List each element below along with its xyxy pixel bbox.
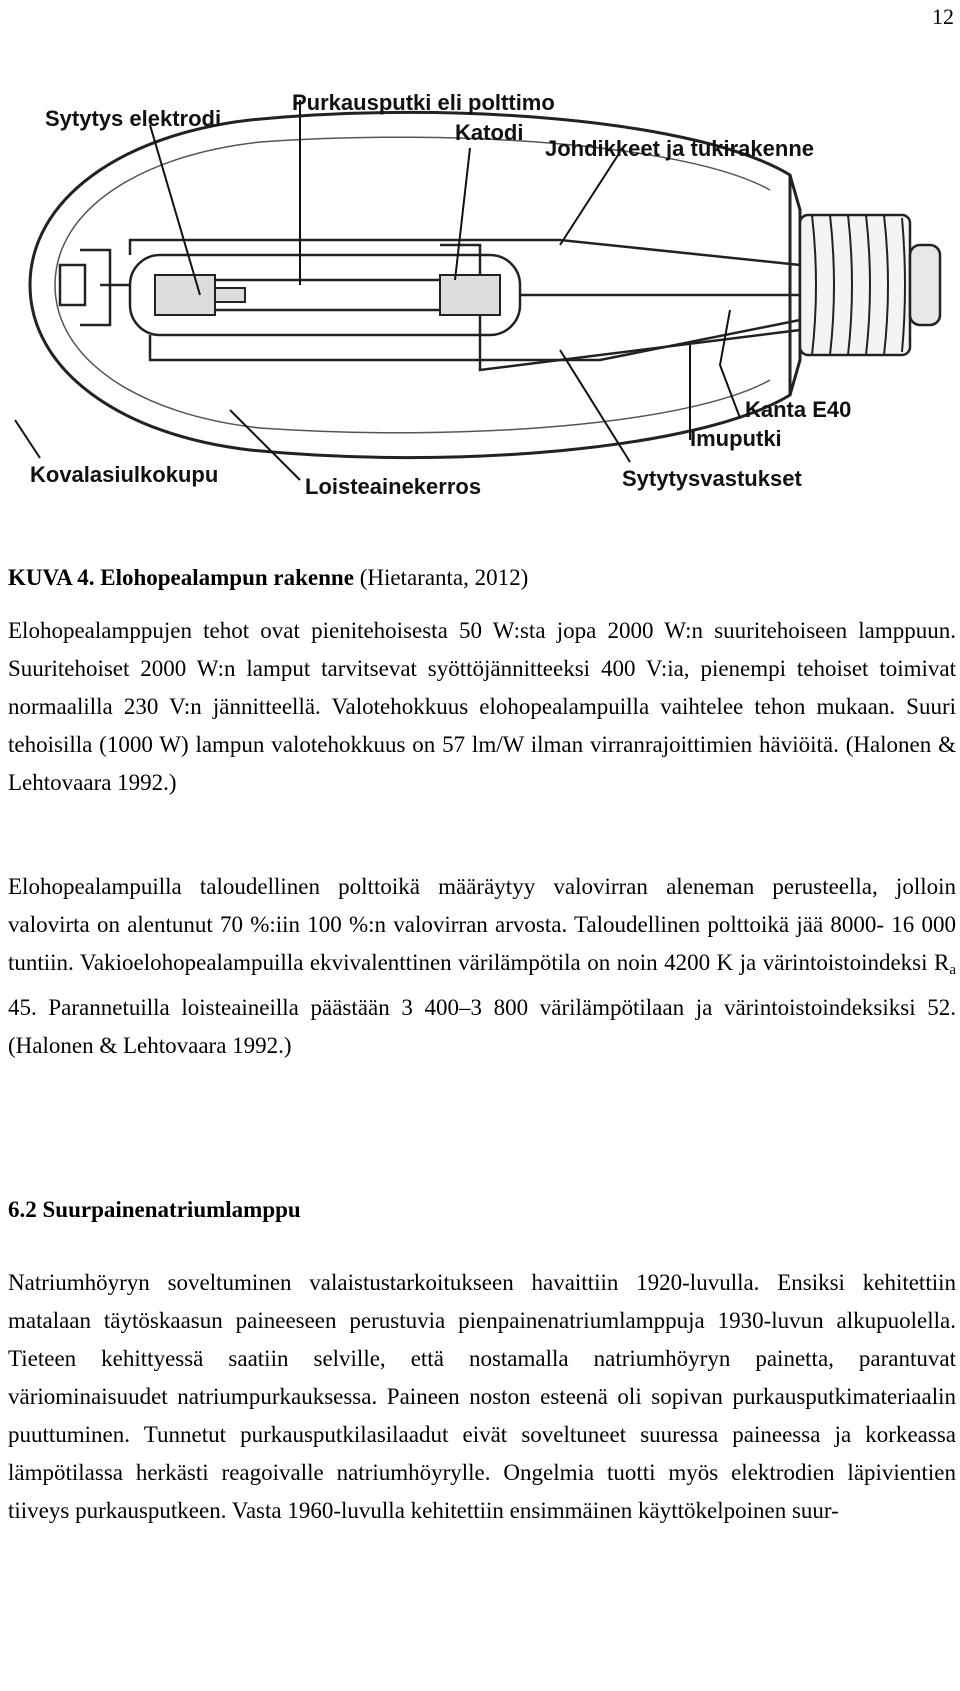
label-katodi: Katodi xyxy=(455,120,524,145)
paragraph-2-part-b: 45. Parannetuilla loisteaineilla päästään 3 400–3 800 värilämpötilaan ja värintoistoindeksiksi 52. (Halonen & Lehtovaara 1992.) xyxy=(8,995,956,1058)
label-kovalasiulkokupu: Kovalasiulkokupu xyxy=(30,462,219,487)
caption-rest: (Hietaranta, 2012) xyxy=(353,565,529,590)
page-number: 12 xyxy=(932,4,954,29)
label-sytytysvastukset: Sytytysvastukset xyxy=(622,466,802,491)
paragraph-1: Elohopealamppujen tehot ovat pienitehoisesta 50 W:sta jopa 2000 W:n suuritehoiseen lamppuun. Suuritehoiset 2000 W:n lamput tarvitsevat syöttöjännitteeksi 400 V:ia, pienempi tehoiset toimivat normaalilla 230 V:n jännitteellä. Valotehokkuus elohopealampuilla vaihtelee tehon mukaan. Suuri tehoisilla (1000 W) lampun valotehokkuus on 57 lm/W ilman virranrajoittimien häviöitä. (Halonen & Lehtovaara 1992.) xyxy=(8,618,956,795)
figure-caption xyxy=(8,565,528,591)
paragraph-2 xyxy=(8,868,956,1065)
outer-bulb xyxy=(30,112,790,457)
section-heading: 6.2 Suurpainenatriumlamppu xyxy=(8,1197,301,1222)
subscript-a: a xyxy=(949,962,956,978)
label-purkausputki: Purkausputki eli polttimo xyxy=(292,90,555,115)
caption-bold: KUVA 4. Elohopealampun rakenne xyxy=(8,565,354,590)
label-loisteainekerros: Loisteainekerros xyxy=(305,474,482,499)
label-imuputki: Imuputki xyxy=(690,426,782,451)
label-sytytys-elektrodi: Sytytys elektrodi xyxy=(45,106,222,131)
label-johdikkeet: Johdikkeet ja tukirakenne xyxy=(545,136,814,161)
paragraph-2-part-a: Elohopealampuilla taloudellinen polttoikä määräytyy valovirran aleneman perusteella, jolloin valovirta on alentunut 70 %:iin 100 %:n valovirran arvosta. Taloudellinen polttoikä jää 8000- 16 000 tuntiin. Vakioelohopealampuilla ekvivalenttinen värilämpötila on noin 4200 K ja värintoistoindeksi R xyxy=(8,874,956,975)
lamp-diagram xyxy=(0,80,960,550)
label-kanta: Kanta E40 xyxy=(745,397,852,422)
paragraph-3: Natriumhöyryn soveltuminen valaistustarkoitukseen havaittiin 1920-luvulla. Ensiksi kehitettiin matalaan täytöskaasun paineeseen perustuvia pienpainenatriumlamppuja 1930-luvun alkupuolella. Tieteen kehittyessä saatiin selville, että nostamalla natriumhöyryn painetta, parantuvat väriominaisuudet natriumpurkauksessa. Paineen noston esteenä oli sopivan purkausputkimateriaalin puuttuminen. Tunnetut purkausputkilasilaadut eivät soveltuneet suuressa paineessa ja korkeassa lämpötilassa herkästi reagoivalle natriumhöyrylle. Ongelmia tuotti myös elektrodien läpivientien tiiveys purkausputkeen. Vasta 1960-luvulla kehitettiin ensimmäinen käyttökelpoinen suur- xyxy=(8,1270,956,1523)
